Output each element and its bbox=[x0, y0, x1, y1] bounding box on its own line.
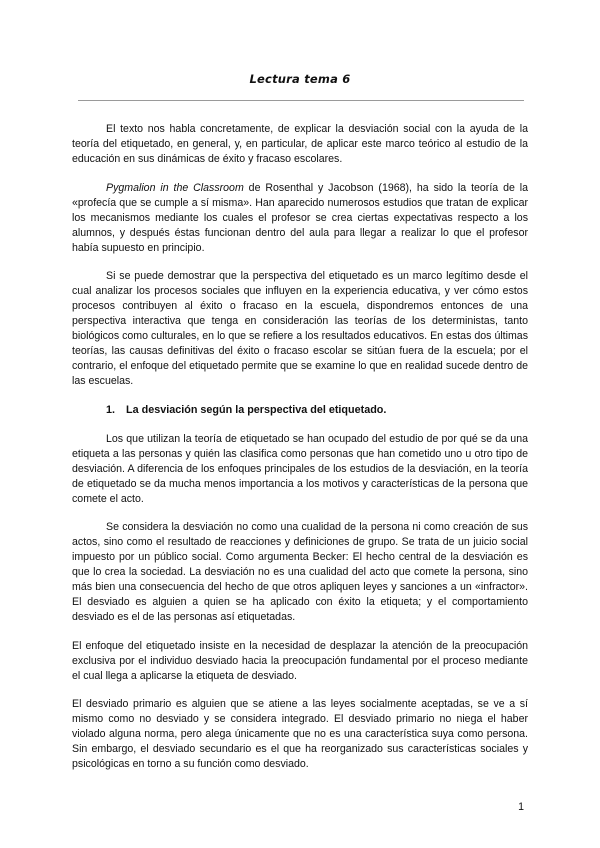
paragraph-3: Si se puede demostrar que la perspectiva del etiquetado es un marco legítimo desde el cual analizar los procesos sociales que influyen en la experiencia educativa, y ver cómo estos procesos contribuyen al éxito o fracaso en la escuela, dispondremos entonces de una perspectiva interactiva que tenga en consideración las teorías de los deterministas, tanto biológicos como culturales, en lo que se refiere a los resultados educativos. En estas dos últimas teorías, las causas definitivas del éxito o fracaso escolar se sitúan fuera de la escuela; por el contrario, el enfoque del etiquetado permite que se examine lo que en realidad sucede dentro de las escuelas. bbox=[72, 270, 528, 387]
paragraph-2-text: de Rosenthal y Jacobson (1968), ha sido la teoría de la «profecía que se cumple a sí misma». Han aparecido numerosos estudios que tratan de explicar los mecanismos mediante los cuales el profesor se crea ciertas expectativas respecto a los alumnos, y después éstas funcionan dentro del aula para llegar a realizar lo que el profesor había supuesto en principio. bbox=[72, 181, 529, 254]
document-body bbox=[72, 122, 528, 786]
page-number: 1 bbox=[518, 801, 524, 813]
section-paragraph-2: Se considera la desviación no como una cualidad de la persona ni como creación de sus actos, sino como el resultado de reacciones y definiciones de grupo. Se trata de un juicio social impuesto por un público social. Como argumenta Becker: El hecho central de la desviación es que lo crea la sociedad. La desviación no es una cualidad del acto que comete la persona, sino más bien una consecuencia del hecho de que otros apliquen leyes y sanciones a un «infractor». El desviado es alguien a quien se ha aplicado con éxito la etiqueta; y el comportamiento desviado es el de las personas así etiquetadas. bbox=[72, 521, 528, 623]
document-title: Lectura tema 6 bbox=[249, 72, 351, 86]
section-title: La desviación según la perspectiva del etiquetado. bbox=[126, 403, 387, 416]
title-rule bbox=[78, 100, 524, 101]
section-paragraph-1: Los que utilizan la teoría de etiquetado se han ocupado del estudio de por qué se da una etiqueta a las personas y quién las clasifica como personas que han cometido uno u otro tipo de desviación. A diferencia de los enfoques principales de los estudios de la desviación, en la teoría de etiquetado se da mucha menos importancia a los motivos y características de la persona que comete el acto. bbox=[72, 432, 528, 505]
paragraph-1: El texto nos habla concretamente, de explicar la desviación social con la ayuda de la teoría del etiquetado, en general, y, en particular, de aplicar este marco teórico al estudio de la educación en sus dinámicas de éxito y fracaso escolares. bbox=[72, 123, 528, 165]
section-paragraph-3: El enfoque del etiquetado insiste en la necesidad de desplazar la atención de la preocupación exclusiva por el individuo desviado hacia la preocupación fundamental por el proceso mediante el cual llega a aplicarse la etiqueta de desviado. bbox=[72, 639, 528, 682]
section-number: 1. bbox=[106, 403, 116, 416]
section-paragraph-4: El desviado primario es alguien que se atiene a las leyes socialmente aceptadas, se ve a sí mismo como no desviado y se considera integrado. El desviado primario no niega el haber violado alguna norma, pero alega únicamente que no es una característica suya como persona. Sin embargo, el desviado secundario es el que ha reorganizado sus características sociales y psicológicas en torno a su función como desviado. bbox=[72, 698, 528, 770]
book-title: Pygmalion in the Classroom bbox=[106, 181, 244, 194]
paragraph-2 bbox=[72, 181, 528, 256]
section-heading bbox=[72, 403, 528, 418]
